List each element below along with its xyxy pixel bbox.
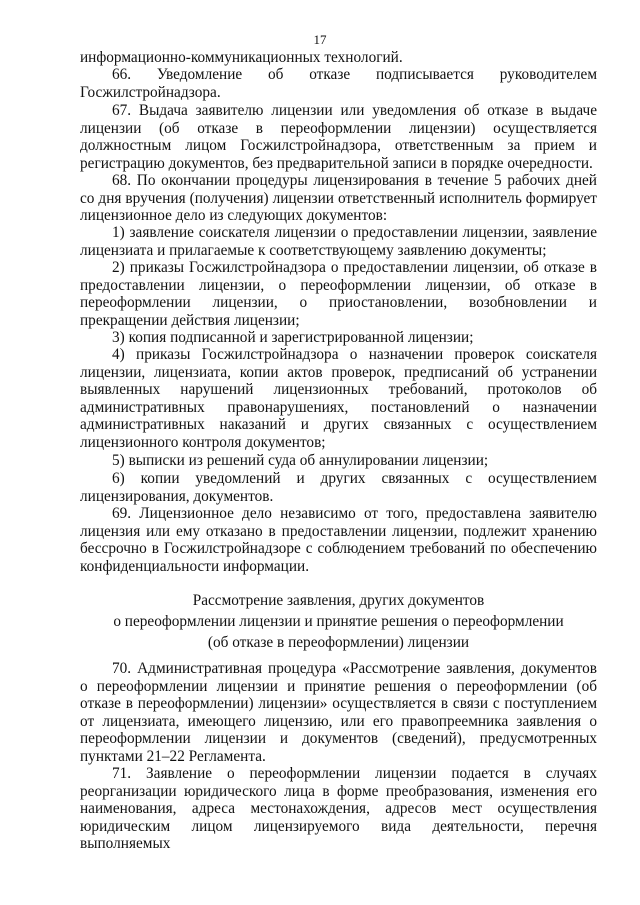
page-number: 17 <box>313 32 327 47</box>
list-item-3: 3) копия подписанной и зарегистрированной лицензии; <box>112 329 474 346</box>
paragraph-70: 70. Административная процедура «Рассмотрение заявления, документов о переоформлении лицензии и принятие решения о переоформлении (об отказе в переоформлении) лицензии» осуществляется в связи с поступлением от лицензиата, имеющего лицензию, или его правопреемника заявления о переоформлении лицензии и документов (сведений), предусмотренных пунктами 21–22 Регламента. <box>80 660 597 765</box>
paragraph-68: 68. По окончании процедуры лицензирования в течение 5 рабочих дней со дня вручения (получения) лицензии ответственный исполнитель формирует лицензионное дело из следующих документов: <box>80 172 597 225</box>
paragraph-67: 67. Выдача заявителю лицензии или уведомления об отказе в выдаче лицензии (об отказе в переоформлении лицензии) осуществляется должностным лицом Госжилстройнадзора, ответственным за прием и регистрацию документов, без предварительной записи в порядке очередности. <box>80 102 597 172</box>
list-item-5: 5) выписки из решений суда об аннулировании лицензии; <box>112 452 489 469</box>
list-item-2: 2) приказы Госжилстройнадзора о предоставлении лицензии, об отказе в предоставлении лицензии, о переоформлении лицензии, об отказе в переоформлении лицензии, о приостановлении, возобновлении и прекращении действия лицензии; <box>80 259 597 329</box>
section-heading-line: о переоформлении лицензии и принятие решения о переоформлении <box>113 613 564 630</box>
section-heading-line: Рассмотрение заявления, других документов <box>192 592 485 609</box>
list-item-4: 4) приказы Госжилстройнадзора о назначении проверок соискателя лицензии, лицензиата, копии актов проверок, предписаний об устранении выявленных нарушений лицензионных требований, протоколов об административных правонарушениях, постановлений о назначении административных наказаний и других связанных с осуществлением лицензионного контроля документов; <box>80 346 597 451</box>
section-heading-line: (об отказе в переоформлении) лицензии <box>207 634 470 651</box>
list-item-6: 6) копии уведомлений и других связанных с осуществлением лицензирования, документов. <box>80 470 597 505</box>
paragraph-continued: информационно-коммуникационных технологий. <box>80 49 403 66</box>
paragraph-71: 71. Заявление о переоформлении лицензии подается в случаях реорганизации юридического лица в форме преобразования, изменения его наименования, адреса местонахождения, адресов мест осуществления юридическим лицом лицензируемого вида деятельности, перечня выполняемых <box>80 765 597 853</box>
section-heading <box>80 590 597 653</box>
list-item-1: 1) заявление соискателя лицензии о предоставлении лицензии, заявление лицензиата и прилагаемые к соответствующему заявлению документы; <box>80 224 597 259</box>
paragraph-66: 66. Уведомление об отказе подписывается руководителем Госжилстройнадзора. <box>80 66 597 101</box>
paragraph-69: 69. Лицензионное дело независимо от того, предоставлена заявителю лицензия или ему отказано в предоставлении лицензии, подлежит хранению бессрочно в Госжилстройнадзоре с соблюдением требований по обеспечению конфиденциальности информации. <box>80 505 597 575</box>
